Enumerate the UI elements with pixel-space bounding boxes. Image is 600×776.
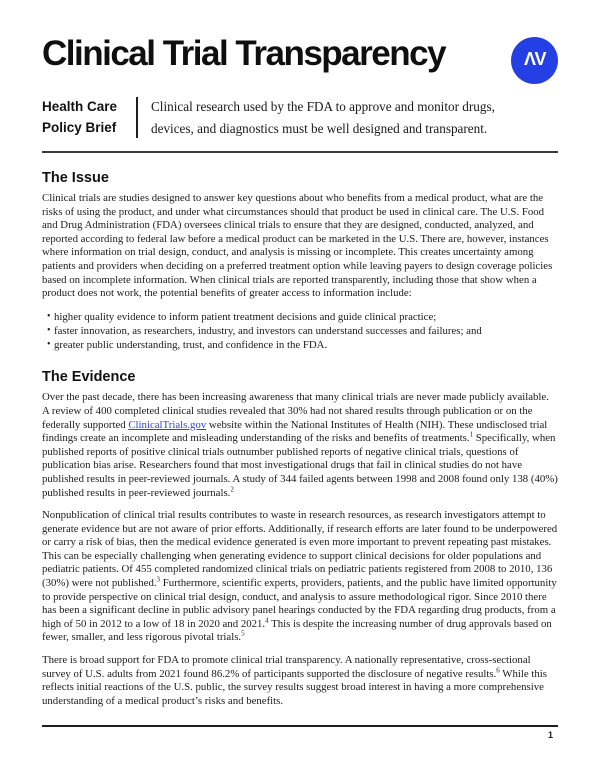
section-heading-issue: The Issue — [42, 170, 109, 186]
section-the-issue — [42, 170, 558, 352]
footnote-reference: 5 — [241, 629, 245, 638]
bullet-text: faster innovation, as researchers, industry, and investors can understand successes and failures; and — [54, 324, 482, 337]
section-the-evidence — [42, 369, 558, 708]
body-text-run: Specifically, when published reports of positive clinical trials outnumber published reports of negative clinical trials, questions of publication bias arise. Researchers found that most investigational drugs that fail in clinical studies do not have published results in peer-reviewed journals. A study of 344 failed agents between 1998 and 2008 found only 138 (40%) published results in peer-reviewed journals. — [42, 432, 558, 499]
header-description-line2: devices, and diagnostics must be well designed and transparent. — [151, 120, 488, 136]
evidence-paragraph-3 — [42, 654, 558, 708]
bullet-list-item — [42, 310, 558, 324]
issue-intro-paragraph: Clinical trials are studies designed to answer key questions about who benefits from a medical product, what are the risks of using the product, and under what circumstances should that product be used in clinical care. The U.S. Food and Drug Administration (FDA) oversees clinical trials to ensure that they are designed, conducted, analyzed, and reported according to federal law before a medical product can be marketed in the U.S. There are, however, instances where information on trial design, conduct, and analysis is missing or incomplete. This creates uncertainty among patients and providers when deciding on a preferred treatment option while leaving payers to design coverage policies based on incomplete information. When clinical trials are reported transparently, including those that show when a product does not work, the potential benefits of greater access to information include: — [42, 192, 553, 300]
brief-type-line1: Health Care — [42, 99, 118, 114]
clinicaltrials-gov-link[interactable]: ClinicalTrials.gov — [128, 418, 207, 431]
footnote-reference: 3 — [156, 575, 161, 584]
av-logo-monogram: ΛV — [523, 49, 545, 69]
footer-divider — [42, 725, 558, 727]
body-text-run: Over the past decade, there has been increasing awareness that many clinical trials are never made publicly available. A review of 400 completed clinical studies revealed that 30% had not shared results through publication or on the federally supported — [42, 391, 549, 431]
bullet-icon: • — [47, 310, 51, 322]
footnote-reference: 2 — [230, 484, 234, 493]
bullet-text: higher quality evidence to inform patient treatment decisions and guide clinical practice; — [54, 310, 437, 323]
footnote-reference: 4 — [265, 616, 269, 625]
header — [42, 36, 558, 84]
page-footer — [42, 725, 558, 740]
body-text-run: website within the National Institutes of Health (NIH). These undisclosed trial findings create an incomplete and misleading understanding of the risks and benefits of treatments. — [42, 418, 548, 445]
body-text-run: Furthermore, scientific experts, providers, patients, and the public have limited opportunity to provide perspective on clinical trial design, conduct, and analysis to assure methodological rigor. Since 2010 there has been a significant decline in public advisory panel hearings conducted by the FDA regarding drug products, from a high of 50 in 2012 to a low of 18 in 2020 and 2021. — [42, 577, 557, 630]
evidence-paragraph-2 — [42, 509, 558, 645]
bullet-list-item — [42, 338, 558, 352]
header-description-line1: Clinical research used by the FDA to approve and monitor drugs, — [151, 99, 495, 114]
body-text-run: There is broad support for FDA to promote clinical trial transparency. A nationally representative, cross-sectional survey of U.S. adults from 2021 found 86.2% of participants supported the disclosure of negative results. — [42, 654, 531, 680]
body-text-run: This is despite the increasing number of drug approvals based on fewer, smaller, and less rigorous pivotal trials. — [42, 617, 552, 644]
benefits-bullet-list — [42, 310, 558, 353]
bullet-list-item — [42, 324, 558, 338]
brief-type-label — [42, 96, 132, 139]
vertical-divider — [136, 97, 138, 138]
page-title: Clinical Trial Transparency — [42, 34, 446, 73]
body-text-run: While this reflects initial reactions of the U.S. public, the survey results suggest broad interest in having a more comprehensive understanding of a medical product’s risks and benefits. — [42, 667, 547, 707]
brief-type-line2: Policy Brief — [42, 120, 117, 135]
av-logo-icon — [511, 37, 558, 84]
body-text-run: Nonpublication of clinical trial results contributes to waste in research resources, as research investigators attempt to generate evidence but are not aware of prior efforts. Additionally, if research efforts are later found to be underpowered or carry a risk of bias, then the medical evidence generated is even more important to prevent repeating past mistakes. This can be especially challenging when generating evidence to support clinical decisions for older populations and pediatric patients. Of 455 completed randomized clinical trials on pediatric patients registered from 2008 to 2010, 136 (30%) were not published. — [42, 509, 558, 590]
footnote-reference: 6 — [496, 666, 500, 675]
header-description — [151, 96, 495, 139]
evidence-paragraph-1 — [42, 391, 558, 500]
section-heading-evidence: The Evidence — [42, 369, 136, 386]
page-number: 1 — [547, 730, 553, 740]
footnote-reference: 1 — [469, 430, 474, 439]
header-subtitle-row — [42, 96, 558, 139]
bullet-icon: • — [47, 339, 51, 351]
header-divider — [42, 151, 558, 153]
bullet-icon: • — [47, 324, 51, 336]
bullet-text: greater public understanding, trust, and confidence in the FDA. — [54, 339, 328, 352]
